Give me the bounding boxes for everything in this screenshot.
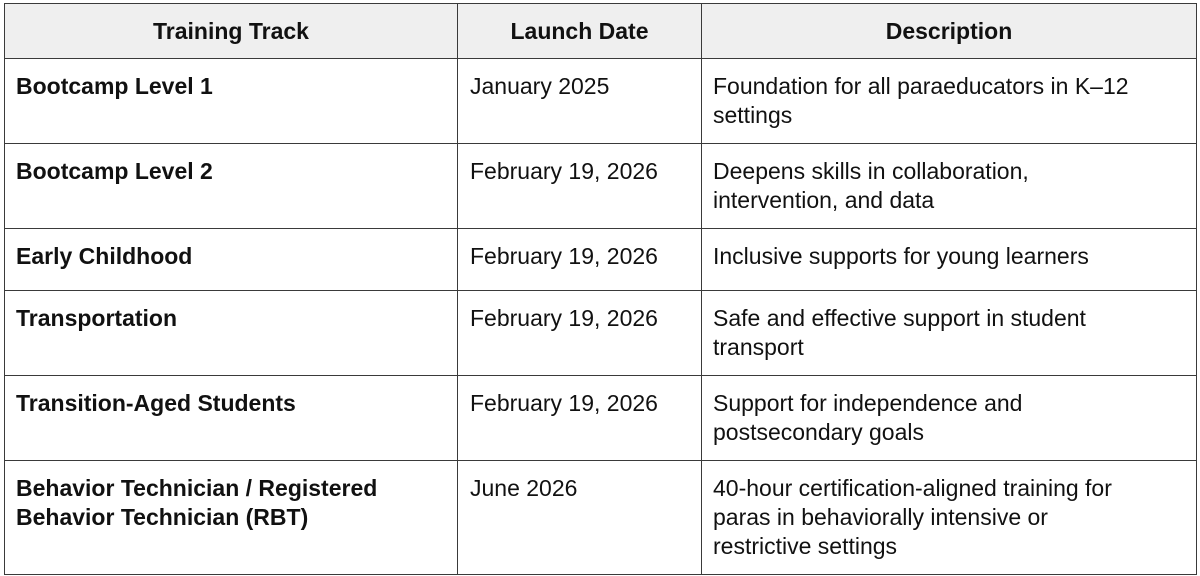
track-cell <box>5 376 458 461</box>
column-header-description: Description <box>702 4 1197 59</box>
header-row <box>5 4 1197 59</box>
launch-date-cell: February 19, 2026 <box>458 291 702 376</box>
launch-date-cell: June 2026 <box>458 461 702 575</box>
description-line: Inclusive supports for young learners <box>713 243 1089 269</box>
track-cell <box>5 229 458 291</box>
description-line: paras in behaviorally intensive or <box>713 504 1048 530</box>
track-cell <box>5 291 458 376</box>
table-row <box>5 291 1197 376</box>
table-row <box>5 229 1197 291</box>
training-tracks-table <box>4 3 1197 575</box>
description-line: intervention, and data <box>713 187 935 213</box>
column-header-training-track: Training Track <box>5 4 458 59</box>
description-line: Deepens skills in collaboration, <box>713 158 1029 184</box>
table-row <box>5 461 1197 575</box>
track-cell <box>5 144 458 229</box>
description-cell <box>702 376 1197 461</box>
description-line: restrictive settings <box>713 533 898 559</box>
description-line: Foundation for all paraeducators in K–12 <box>713 73 1129 99</box>
table-row <box>5 376 1197 461</box>
description-line: Support for independence and <box>713 390 1023 416</box>
table-row <box>5 59 1197 144</box>
track-label: Behavior Technician (RBT) <box>16 504 309 530</box>
description-line: transport <box>713 334 804 360</box>
track-label: Transition-Aged Students <box>16 390 296 416</box>
launch-date-cell: January 2025 <box>458 59 702 144</box>
description-line: settings <box>713 102 793 128</box>
description-line: postsecondary goals <box>713 419 924 445</box>
description-cell <box>702 59 1197 144</box>
column-header-launch-date: Launch Date <box>458 4 702 59</box>
launch-date-cell: February 19, 2026 <box>458 229 702 291</box>
track-label: Transportation <box>16 305 178 331</box>
track-label: Early Childhood <box>16 243 193 269</box>
track-label: Bootcamp Level 1 <box>16 73 213 99</box>
table-row <box>5 144 1197 229</box>
launch-date-cell: February 19, 2026 <box>458 144 702 229</box>
launch-date-cell: February 19, 2026 <box>458 376 702 461</box>
description-cell <box>702 291 1197 376</box>
description-line: Safe and effective support in student <box>713 305 1086 331</box>
description-line: 40-hour certification-aligned training for <box>713 475 1112 501</box>
description-cell <box>702 229 1197 291</box>
track-cell <box>5 59 458 144</box>
track-cell <box>5 461 458 575</box>
track-label: Bootcamp Level 2 <box>16 158 213 184</box>
description-cell <box>702 144 1197 229</box>
track-label: Behavior Technician / Registered <box>16 475 378 501</box>
description-cell <box>702 461 1197 575</box>
